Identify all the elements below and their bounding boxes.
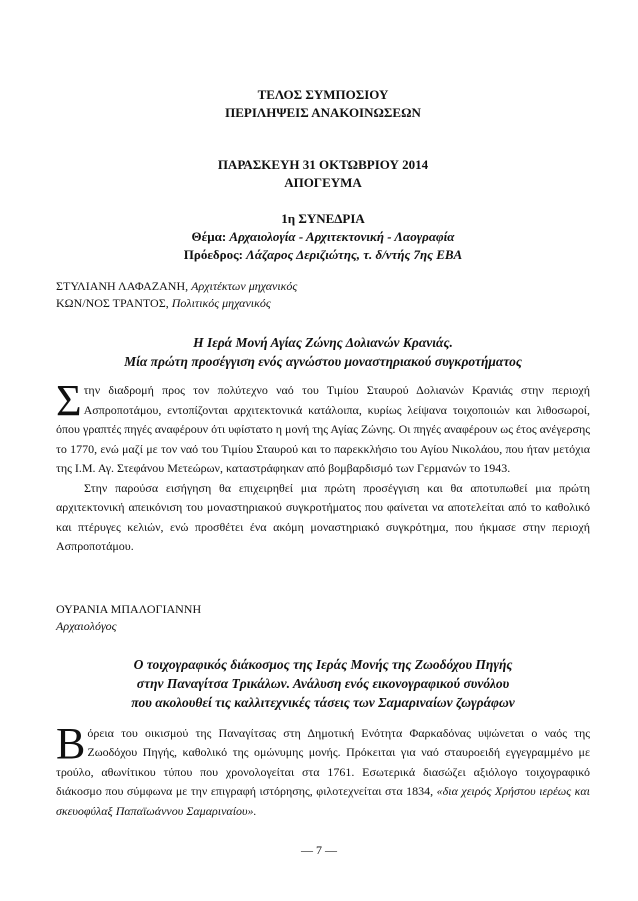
author-name: ΟΥΡΑΝΙΑ ΜΠΑΛΟΓΙΑΝΝΗ (56, 601, 202, 616)
time-of-day-line: ΑΠΟΓΕΥΜΑ (284, 175, 362, 190)
author-role: Αρχιτέκτων μηχανικός (191, 279, 298, 293)
document-page (56, 86, 590, 821)
body-paragraph (56, 718, 591, 822)
page-number: — 7 — (301, 843, 337, 857)
session-title: 1η ΣΥΝΕΔΡΙΑ (281, 211, 365, 226)
abstract-2-authors (56, 601, 590, 635)
paragraph-text: την διαδρομή προς τον πολύτεχνο ναό του Τιμίου Σταυρού Δολιανών Κρανιάς στην περιοχή Ασπροποτάμου, εντοπίζονται αρχιτεκτονικά κατάλοιπα, κυρίως λείψανα τοιχοποιιών και λιθοσωροί, όπου γραπτές πηγές αναφέρουν ότι υφίστατο η μονή της Αγίας Ζώνης. Οι πηγές αναφέρουν ως έτος ανέγερσης το 1770, ενώ μαζί με τον ναό του Τιμίου Σταυρού και το παρεκκλήσιο του Αγίου Νικολάου, που ήταν μετόχια της Ι.Μ. Αγ. Στεφάνου Μετεώρων, καταστράφηκαν από βομβαρδισμό των Γερμανών το 1943. (56, 383, 590, 475)
title-line: στην Παναγίτσα Τρικάλων. Ανάλυση ενός εικονογραφικού συνόλου (136, 675, 510, 691)
author-line (56, 295, 590, 312)
title-line: Η Ιερά Μονή Αγίας Ζώνης Δολιανών Κρανιάς. (193, 335, 453, 350)
session-theme (56, 228, 590, 246)
theme-value: Αρχαιολογία - Αρχιτεκτονική - Λαογραφία (229, 229, 455, 244)
date-line: ΠΑΡΑΣΚΕΥΗ 31 ΟΚΤΩΒΡΙΟΥ 2014 (217, 157, 429, 172)
abstract-1-body (56, 376, 590, 557)
body-paragraph: Στην παρούσα εισήγηση θα επιχειρηθεί μια πρώτη προσέγγιση και θα αποτυπωθεί μια πρώτη αρχιτεκτονική απεικόνιση του μοναστηριακού συγκροτήματος που φαίνεται να αποτελείται από το καθολικό και πτέρυγες κελιών, ενώ προσθέτει ένα ακόμη μοναστηριακό συγκρότημα, που ήκμασε στην περιοχή Ασπροποτάμου. (56, 480, 590, 553)
author-role: Πολιτικός μηχανικός (171, 296, 271, 310)
heading-line-1: ΤΕΛΟΣ ΣΥΜΠΟΣΙΟΥ (257, 87, 389, 102)
author-name: ΚΩΝ/ΝΟΣ ΤΡΑΝΤΟΣ, (56, 296, 169, 310)
body-paragraph (56, 376, 590, 479)
abstract-2-title (56, 655, 590, 712)
chair-label: Πρόεδρος: (183, 247, 243, 262)
title-line: που ακολουθεί τις καλλιτεχνικές τάσεις των Σαμαριναίων ζωγράφων (131, 694, 515, 710)
paragraph-text: όρεια του οικισμού της Παναγίτσας στη Δημοτική Ενότητα Φαρκαδόνας υψώνεται ο ναός της Ζωοδόχου Πηγής, καθολικό της ομώνυμης μονής. Πρόκειται για ναό σταυροειδή εγγεγραμμένο με τρούλο, αθωνίτικου τύπου που χρονολογείται στα 1761. Εσωτερικά διασώζει αξιόλογο τοιχογραφικό διάκοσμο που σύμφωνα με την επιγραφή ιστόρησης, φιλοτεχνείται στα 1834, (56, 725, 590, 798)
drop-cap: Σ (56, 376, 82, 425)
session-chair (56, 246, 590, 264)
theme-label: Θέμα: (191, 229, 227, 244)
title-line: Μία πρώτη προσέγγιση ενός αγνώστου μοναστηριακού συγκροτήματος (124, 354, 522, 369)
author-name: ΣΤΥΛΙΑΝΗ ΛΑΦΑΖΑΝΗ, (56, 279, 189, 293)
title-line: Ο τοιχογραφικός διάκοσμος της Ιεράς Μονής της Ζωοδόχου Πηγής (133, 656, 513, 672)
heading-line-2: ΠΕΡΙΛΗΨΕΙΣ ΑΝΑΚΟΙΝΩΣΕΩΝ (225, 105, 421, 120)
inscription-quote: «δια χειρός Χρήστου ιερέως και σκευοφύλαξ Παπαϊωάννου Σαμαριναίου». (56, 784, 591, 818)
abstract-1-title (56, 333, 590, 371)
chair-value: Λάζαρος Δεριζιώτης, τ. δ/ντής 7ης ΕΒΑ (246, 247, 463, 262)
symposium-heading (56, 86, 590, 122)
date-heading (56, 156, 590, 192)
drop-cap: Β (56, 718, 86, 768)
abstract-2-body (56, 718, 591, 822)
author-line (56, 278, 590, 295)
author-role: Αρχαιολόγος (56, 618, 117, 633)
session-block (56, 210, 590, 264)
abstract-1-authors (56, 278, 590, 312)
